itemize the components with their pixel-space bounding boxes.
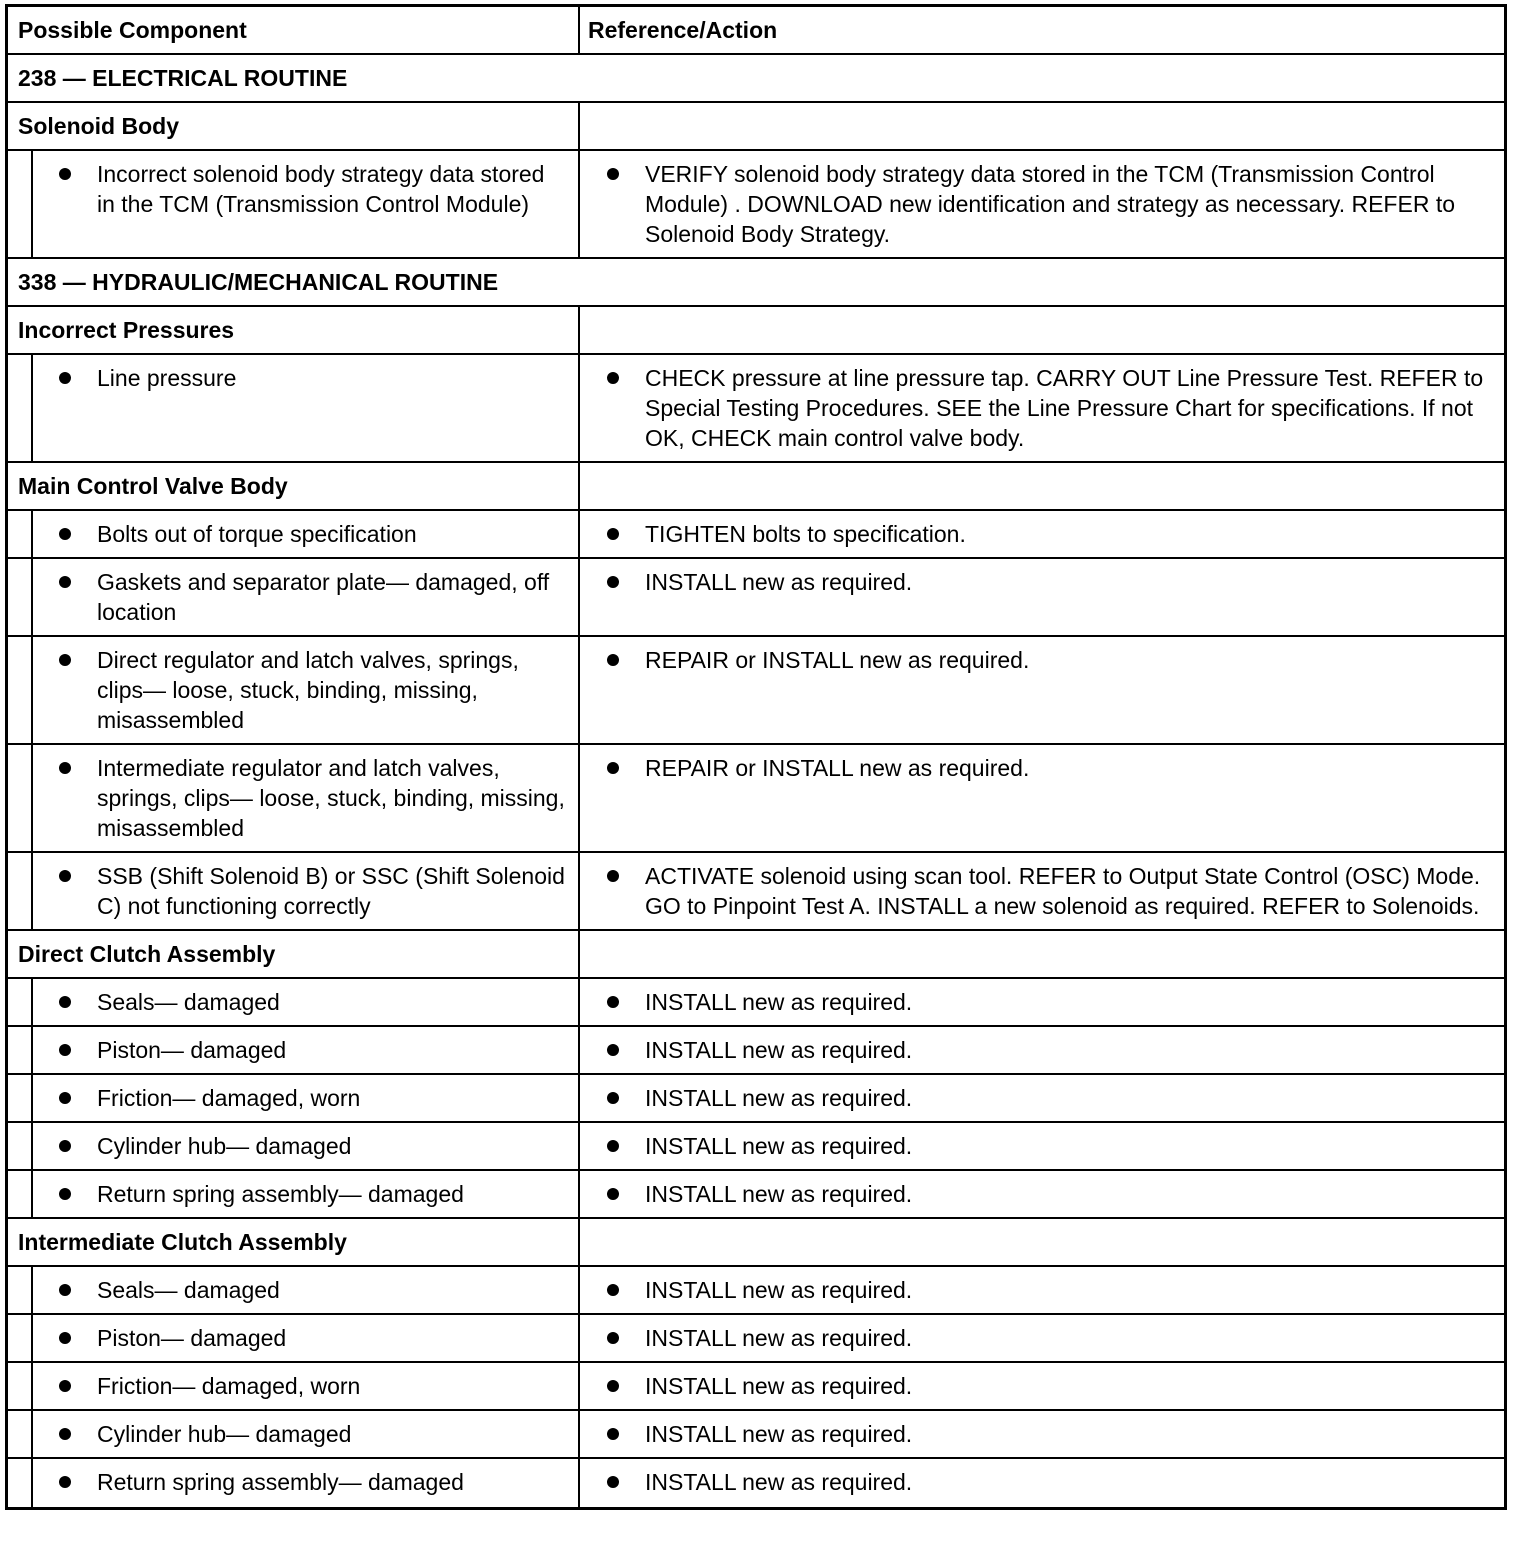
action-cell (580, 1027, 1504, 1073)
action-text: TIGHTEN bolts to specification. (645, 521, 966, 547)
table-row (8, 637, 1504, 745)
table-row (8, 355, 1504, 463)
group-row (8, 463, 1504, 511)
component-bullet-item (33, 151, 578, 257)
component-bullet-item (33, 1363, 578, 1409)
indent-column (8, 1171, 33, 1217)
indent-column (8, 511, 33, 557)
bullet-icon (59, 1284, 71, 1296)
bullet-icon (607, 576, 619, 588)
component-text: Bolts out of torque specification (97, 521, 417, 547)
group-title: Incorrect Pressures (8, 307, 580, 353)
bullet-icon (607, 372, 619, 384)
table-row (8, 745, 1504, 853)
indent-column (8, 151, 33, 257)
indent-column (8, 1363, 33, 1409)
component-text: Return spring assembly— damaged (97, 1181, 464, 1207)
component-text: Piston— damaged (97, 1037, 287, 1063)
group-action-empty (580, 103, 1504, 149)
component-text: Incorrect solenoid body strategy data stored in the TCM (Transmission Control Module) (97, 161, 545, 217)
action-cell (580, 559, 1504, 635)
component-cell (8, 853, 580, 929)
action-cell (580, 1363, 1504, 1409)
indent-column (8, 745, 33, 851)
group-row (8, 931, 1504, 979)
bullet-icon (607, 1044, 619, 1056)
table-row (8, 1267, 1504, 1315)
group-title: Intermediate Clutch Assembly (8, 1219, 580, 1265)
action-cell (580, 745, 1504, 851)
component-cell (8, 1267, 580, 1313)
component-text: Direct regulator and latch valves, springs, clips— loose, stuck, binding, missing, misassembled (97, 647, 519, 733)
bullet-icon (59, 654, 71, 666)
bullet-icon (59, 576, 71, 588)
component-cell (8, 1075, 580, 1121)
component-cell (8, 559, 580, 635)
group-title: Main Control Valve Body (8, 463, 580, 509)
component-bullet-item (33, 1075, 578, 1121)
group-action-empty (580, 931, 1504, 977)
action-text: INSTALL new as required. (645, 1421, 913, 1447)
bullet-icon (59, 1380, 71, 1392)
component-bullet-item (33, 745, 578, 851)
component-bullet-item (33, 355, 578, 461)
indent-column (8, 355, 33, 461)
component-cell (8, 355, 580, 461)
action-text: CHECK pressure at line pressure tap. CARRY OUT Line Pressure Test. REFER to Special Testing Procedures. SEE the Line Pressure Chart for specifications. If not OK, CHECK main control valve body. (645, 365, 1484, 451)
table-row (8, 1123, 1504, 1171)
action-cell (580, 511, 1504, 557)
table-row (8, 1459, 1504, 1507)
action-text: INSTALL new as required. (645, 569, 913, 595)
group-action-empty (580, 307, 1504, 353)
component-text: Cylinder hub— damaged (97, 1133, 352, 1159)
action-text: INSTALL new as required. (645, 1037, 913, 1063)
bullet-icon (607, 1428, 619, 1440)
indent-column (8, 1411, 33, 1457)
table-row (8, 1315, 1504, 1363)
action-text: INSTALL new as required. (645, 1181, 913, 1207)
table-header-row (8, 7, 1504, 55)
table-row (8, 1171, 1504, 1219)
indent-column (8, 1267, 33, 1313)
table-row (8, 1075, 1504, 1123)
component-cell (8, 1315, 580, 1361)
component-bullet-item (33, 853, 578, 929)
action-cell (580, 1123, 1504, 1169)
action-cell (580, 979, 1504, 1025)
component-cell (8, 1459, 580, 1507)
component-cell (8, 745, 580, 851)
component-text: Cylinder hub— damaged (97, 1421, 352, 1447)
component-cell (8, 1123, 580, 1169)
bullet-icon (607, 168, 619, 180)
bullet-icon (607, 528, 619, 540)
group-row (8, 307, 1504, 355)
component-cell (8, 1411, 580, 1457)
bullet-icon (59, 870, 71, 882)
table-row (8, 1363, 1504, 1411)
bullet-icon (607, 1476, 619, 1488)
indent-column (8, 559, 33, 635)
section-row (8, 259, 1504, 307)
group-title: Direct Clutch Assembly (8, 931, 580, 977)
table-row (8, 979, 1504, 1027)
group-action-empty (580, 1219, 1504, 1265)
action-text: VERIFY solenoid body strategy data stored in the TCM (Transmission Control Module) . DOWNLOAD new identification and strategy as necessary. REFER to Solenoid Body Strategy. (645, 161, 1456, 247)
component-text: Return spring assembly— damaged (97, 1469, 464, 1495)
component-bullet-item (33, 1171, 578, 1217)
component-text: SSB (Shift Solenoid B) or SSC (Shift Solenoid C) not functioning correctly (97, 863, 565, 919)
table-row (8, 151, 1504, 259)
section-title: 338 — HYDRAULIC/MECHANICAL ROUTINE (18, 269, 499, 295)
bullet-icon (607, 996, 619, 1008)
component-bullet-item (33, 511, 578, 557)
action-text: INSTALL new as required. (645, 1133, 913, 1159)
component-bullet-item (33, 1315, 578, 1361)
indent-column (8, 853, 33, 929)
section-row (8, 55, 1504, 103)
group-action-empty (580, 463, 1504, 509)
action-text: ACTIVATE solenoid using scan tool. REFER to Output State Control (OSC) Mode. GO to Pinpoint Test A. INSTALL a new solenoid as required. REFER to Solenoids. (645, 863, 1481, 919)
bullet-icon (59, 168, 71, 180)
bullet-icon (607, 762, 619, 774)
diagnosis-table (5, 4, 1507, 1510)
bullet-icon (607, 870, 619, 882)
action-cell (580, 853, 1504, 929)
component-cell (8, 637, 580, 743)
action-text: INSTALL new as required. (645, 1277, 913, 1303)
bullet-icon (59, 372, 71, 384)
indent-column (8, 1075, 33, 1121)
component-text: Piston— damaged (97, 1325, 287, 1351)
group-title: Solenoid Body (8, 103, 580, 149)
component-text: Line pressure (97, 365, 237, 391)
bullet-icon (607, 1140, 619, 1152)
table-row (8, 559, 1504, 637)
bullet-icon (607, 654, 619, 666)
component-bullet-item (33, 1411, 578, 1457)
action-cell (580, 637, 1504, 743)
table-row (8, 511, 1504, 559)
action-cell (580, 1459, 1504, 1507)
component-cell (8, 1363, 580, 1409)
bullet-icon (607, 1380, 619, 1392)
component-text: Friction— damaged, worn (97, 1373, 361, 1399)
action-cell (580, 1411, 1504, 1457)
component-cell (8, 1027, 580, 1073)
indent-column (8, 979, 33, 1025)
bullet-icon (59, 528, 71, 540)
action-text: INSTALL new as required. (645, 1325, 913, 1351)
component-text: Seals— damaged (97, 1277, 280, 1303)
bullet-icon (59, 1188, 71, 1200)
bullet-icon (59, 1092, 71, 1104)
bullet-icon (59, 762, 71, 774)
action-text: REPAIR or INSTALL new as required. (645, 647, 1030, 673)
bullet-icon (59, 1332, 71, 1344)
column-header-action: Reference/Action (588, 17, 778, 43)
bullet-icon (59, 1044, 71, 1056)
section-title: 238 — ELECTRICAL ROUTINE (18, 65, 348, 91)
table-row (8, 1411, 1504, 1459)
action-text: INSTALL new as required. (645, 1469, 913, 1495)
action-text: REPAIR or INSTALL new as required. (645, 755, 1030, 781)
bullet-icon (59, 1476, 71, 1488)
group-row (8, 103, 1504, 151)
bullet-icon (59, 1140, 71, 1152)
indent-column (8, 1459, 33, 1507)
bullet-icon (607, 1188, 619, 1200)
component-text: Seals— damaged (97, 989, 280, 1015)
action-text: INSTALL new as required. (645, 1085, 913, 1111)
action-text: INSTALL new as required. (645, 989, 913, 1015)
action-cell (580, 1315, 1504, 1361)
indent-column (8, 637, 33, 743)
action-cell (580, 1267, 1504, 1313)
component-text: Intermediate regulator and latch valves, springs, clips— loose, stuck, binding, missing, misassembled (97, 755, 565, 841)
indent-column (8, 1027, 33, 1073)
action-cell (580, 1171, 1504, 1217)
action-cell (580, 1075, 1504, 1121)
component-bullet-item (33, 1123, 578, 1169)
component-cell (8, 1171, 580, 1217)
component-cell (8, 151, 580, 257)
bullet-icon (59, 1428, 71, 1440)
component-bullet-item (33, 979, 578, 1025)
column-header-component: Possible Component (8, 7, 580, 53)
component-bullet-item (33, 1027, 578, 1073)
component-bullet-item (33, 559, 578, 635)
component-text: Gaskets and separator plate— damaged, off location (97, 569, 550, 625)
action-cell (580, 151, 1504, 257)
bullet-icon (59, 996, 71, 1008)
table-row (8, 853, 1504, 931)
table-row (8, 1027, 1504, 1075)
component-text: Friction— damaged, worn (97, 1085, 361, 1111)
action-text: INSTALL new as required. (645, 1373, 913, 1399)
component-bullet-item (33, 1267, 578, 1313)
component-cell (8, 979, 580, 1025)
action-cell (580, 355, 1504, 461)
component-bullet-item (33, 1459, 578, 1507)
indent-column (8, 1123, 33, 1169)
component-bullet-item (33, 637, 578, 743)
bullet-icon (607, 1092, 619, 1104)
bullet-icon (607, 1284, 619, 1296)
component-cell (8, 511, 580, 557)
group-row (8, 1219, 1504, 1267)
indent-column (8, 1315, 33, 1361)
bullet-icon (607, 1332, 619, 1344)
